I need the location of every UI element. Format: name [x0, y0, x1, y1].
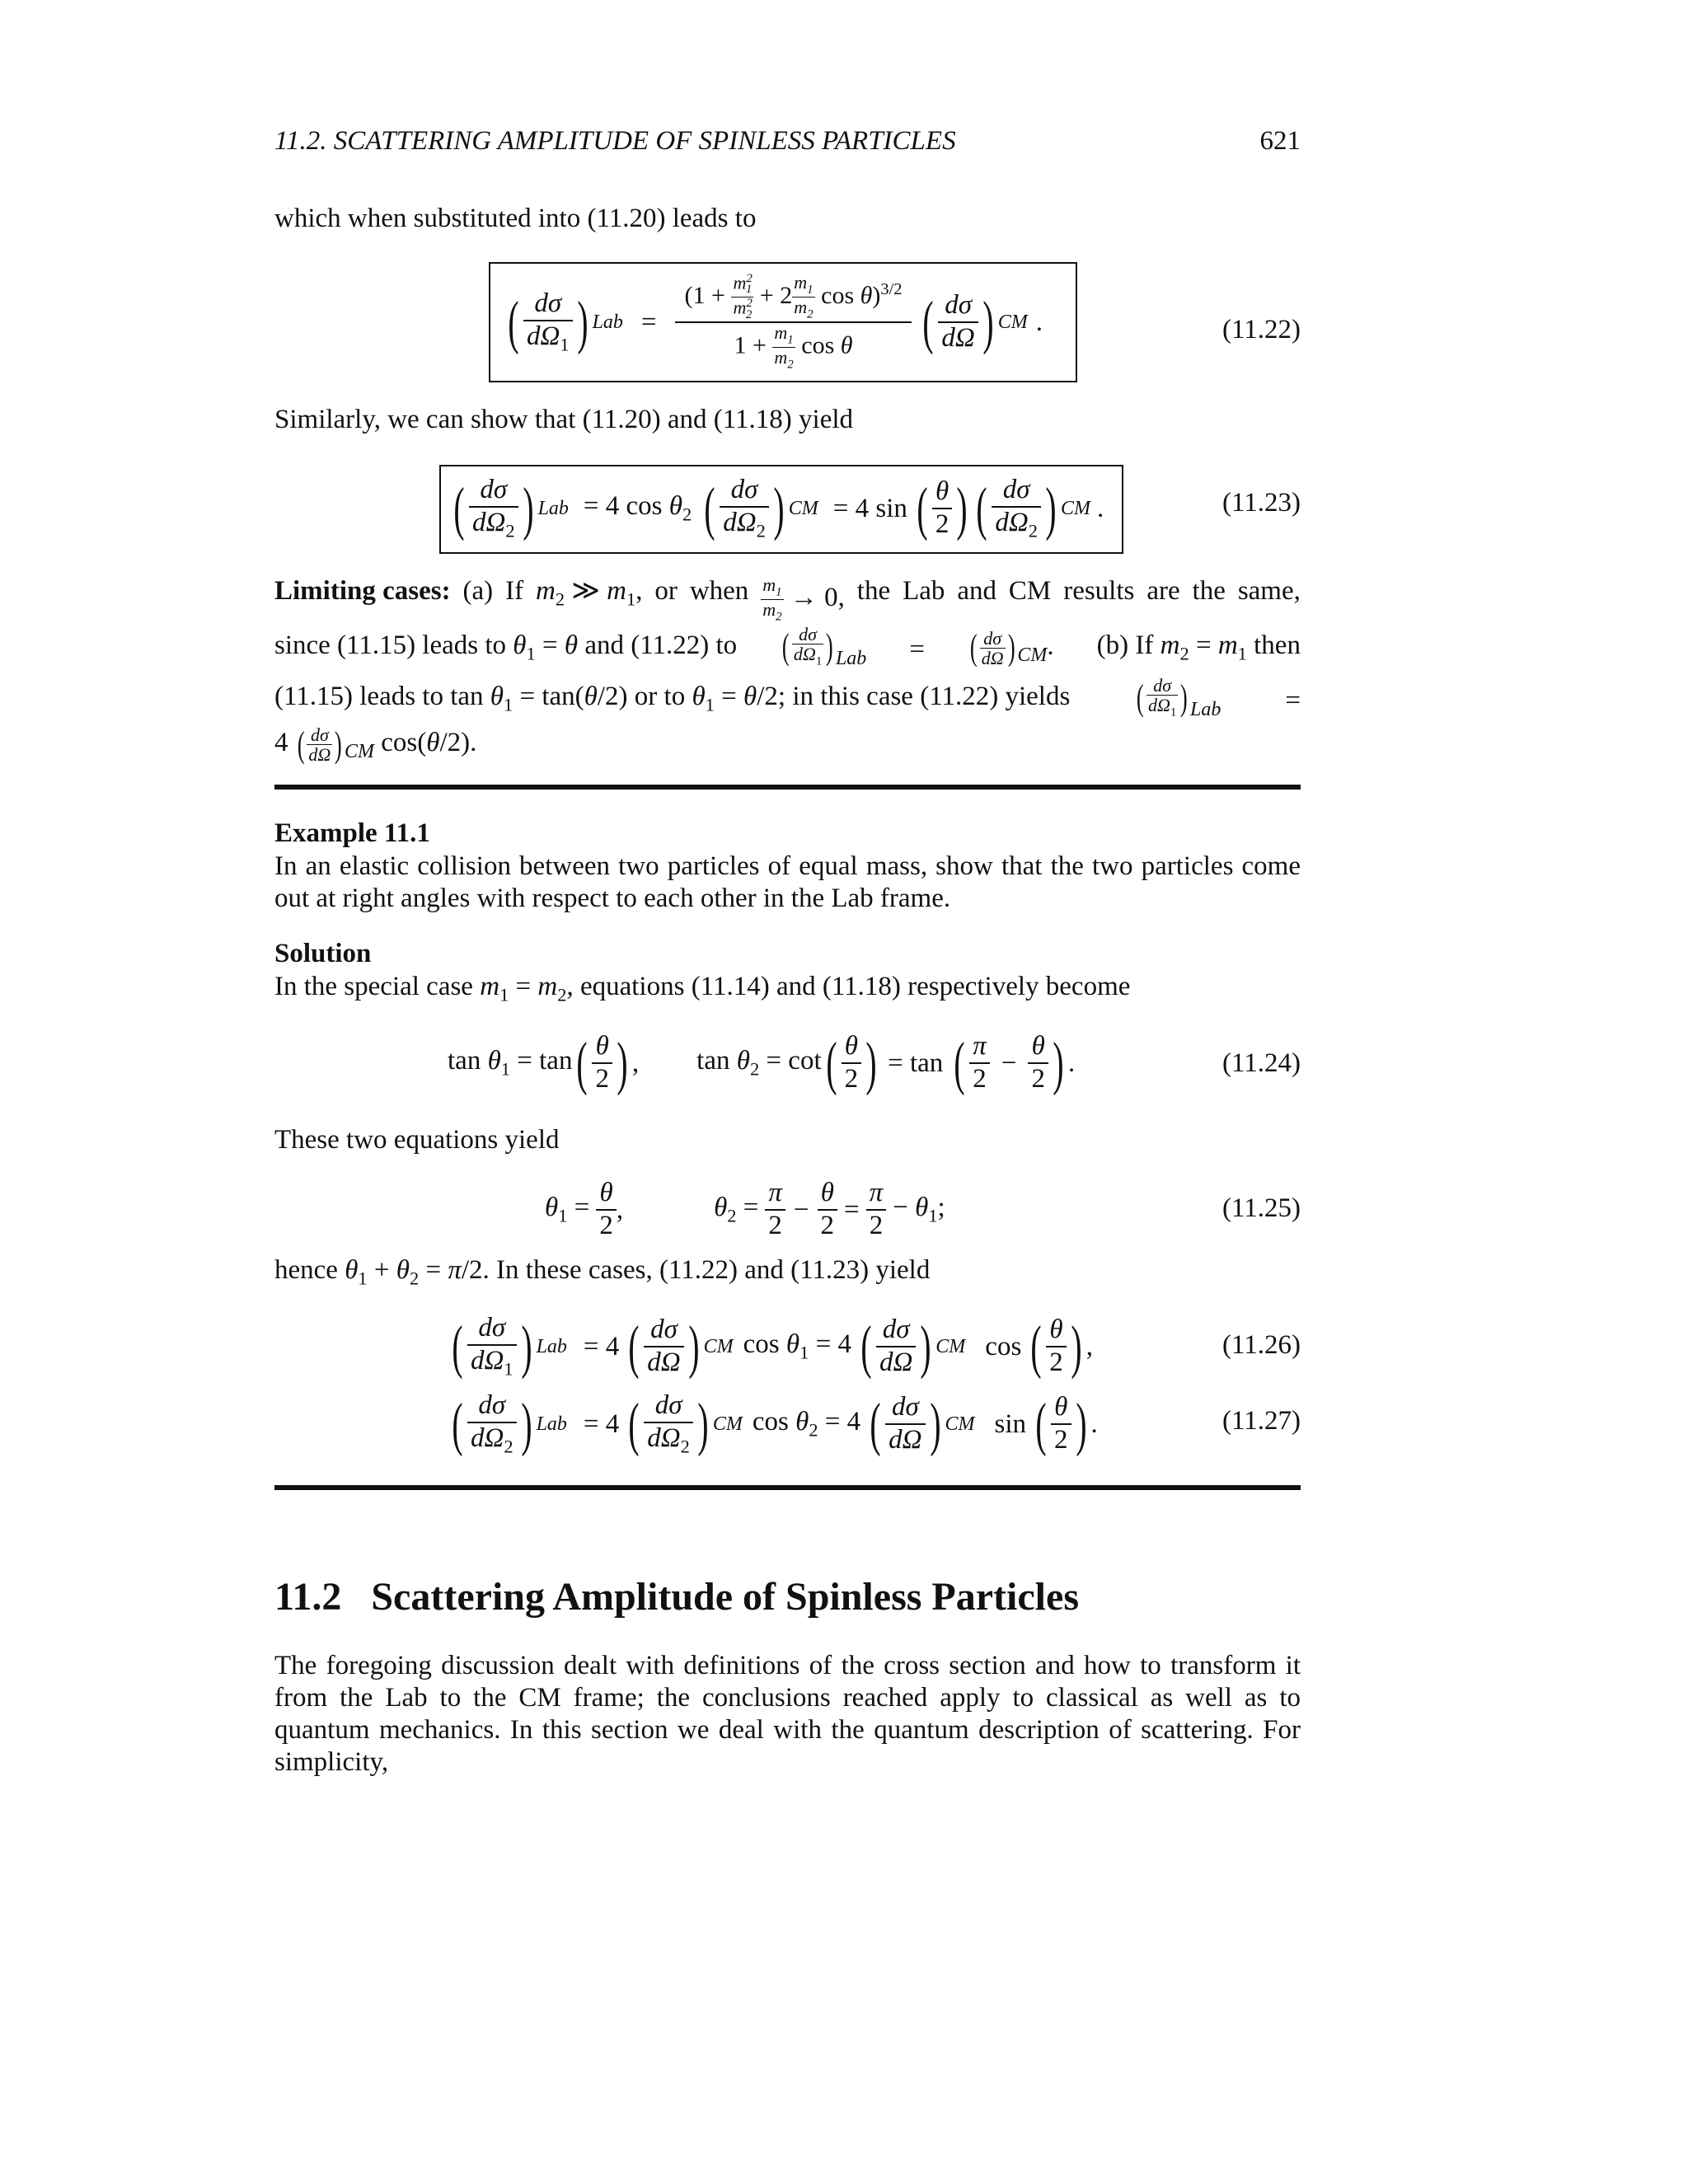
equation-11-24: $\tan \theta_1 = \tan$ ( $\frac{\theta}{2}$ ) , $\tan \theta_2 = \cot$ ( $\frac{\theta}{2}$ ) = tan ( $\frac{\pi}{2}$ − $\frac{\theta}{2}$ ) . [448, 1030, 1076, 1096]
eq-11-22-denominator: 1 + $\frac{m_1}{m_2}$ cos θ [675, 321, 912, 372]
example-title: Example 11.1 [274, 818, 430, 848]
equation-11-22: ( $\frac{d\sigma}{d\Omega_1}$ ) Lab = (1 + $\frac{m^2_1}{m^2_2}$ + 2 $\frac{m_1}{m_2}$ cos θ)$^{3/2}$ 1 + $\frac{m_1}{m_2}$ cos θ ( $\frac{d\sigma}{d\Omega}$ ) CM . [508, 271, 1043, 372]
similarly-line: Similarly, we can show that (11.20) and (11.18) yield [274, 405, 854, 434]
equation-11-25: $\theta_1$ = $\frac{\theta}{2}$ , $\theta_2$ = $\frac{\pi}{2}$ − $\frac{\theta}{2}$ = $\frac{\pi}{2}$ − $\theta_1$; [545, 1178, 945, 1240]
example-bottom-rule [274, 1485, 1301, 1490]
lhs-denominator-sub: 1 [560, 334, 570, 355]
book-page [274, 0, 1301, 2184]
equation-11-23: ( $\frac{d\sigma}{d\Omega_2}$ ) Lab = 4 $\cos \theta_2$ ( $\frac{d\sigma}{d\Omega_2}$ ) CM = 4 sin ( $\frac{\theta}{2}$ ) ( $\frac{d\sigma}{d\Omega_2}$ ) CM . [453, 475, 1104, 541]
hence-line: hence $\theta_1 + \theta_2 = \pi/2$. In these cases, (11.22) and (11.23) yield [274, 1255, 931, 1289]
lhs-numerator: dσ [534, 288, 562, 319]
intro-line: which when substituted into (11.20) leads to [274, 204, 757, 233]
rhs-numerator: dσ [945, 290, 972, 321]
equation-number-11-25: (11.25) [1221, 1193, 1301, 1223]
rhs-subscript: CM [997, 311, 1028, 333]
lhs-denominator: dΩ [526, 321, 560, 352]
equation-number-11-27: (11.27) [1221, 1406, 1301, 1436]
equation-number-11-26: (11.26) [1221, 1330, 1301, 1360]
lhs-subscript: Lab [592, 311, 623, 333]
equation-number-11-24: (11.24) [1221, 1048, 1301, 1078]
section-heading [274, 1574, 1079, 1619]
example-statement: In an elastic collision between two particles of equal mass, show that the two particles come out at right angles with respect to each other in the Lab frame. [274, 851, 1301, 913]
equation-11-27: ( $\frac{d\sigma}{d\Omega_2}$ ) Lab = 4 ( $\frac{d\sigma}{d\Omega_2}$ ) CM $\cos \theta_2 = 4$ ( $\frac{d\sigma}{d\Omega}$ ) CM sin ( $\frac{\theta}{2}$ ) . [452, 1390, 1098, 1457]
yield-line: These two equations yield [274, 1125, 560, 1155]
limiting-line-1: Limiting cases: (a) If $m_2$ ≫ $m_1$, or when $\frac{m_1}{m_2}$ → 0, the Lab and CM results are the same, [274, 574, 1301, 624]
example-top-rule [274, 785, 1301, 790]
limiting-line-2: since (11.15) leads to $\theta_1 = \theta$ and (11.22) to ( $\frac{d\sigma}{d\Omega_1}$ ) $_{Lab}$ = ( $\frac{d\sigma}{d\Omega}$ ) $_{CM}$. (b) If $m_2 = m_1$ then [274, 624, 1301, 670]
page-number: 621 [1259, 126, 1301, 156]
limiting-label: Limiting cases: [274, 576, 451, 606]
limiting-line-3: (11.15) leads to $\tan \theta_1 = \tan(\theta/2)$ or to $\theta_1 = \theta/2$; in this case (11.22) yields ( $\frac{d\sigma}{d\Omega_1}$ ) $_{Lab}$ = [274, 675, 1301, 721]
section-title: Scattering Amplitude of Spinless Particles [371, 1575, 1079, 1619]
eq-11-22-numerator: (1 + $\frac{m^2_1}{m^2_2}$ + 2 $\frac{m_1}{m_2}$ cos θ)$^{3/2}$ [684, 271, 903, 321]
rhs-denominator: dΩ [938, 321, 978, 354]
running-title: 11.2. SCATTERING AMPLITUDE OF SPINLESS PARTICLES [274, 126, 956, 156]
equation-11-26: ( $\frac{d\sigma}{d\Omega_1}$ ) Lab = 4 ( $\frac{d\sigma}{d\Omega}$ ) CM $\cos \theta_1 = 4$ ( $\frac{d\sigma}{d\Omega}$ ) CM cos ( $\frac{\theta}{2}$ ) , [452, 1313, 1094, 1380]
section-paragraph: The foregoing discussion dealt with definitions of the cross section and how to transform it from the Lab to the CM frame; the conclusions reached apply to classical as well as to quantum mechanics. In this section we deal with the quantum description of scattering. For simplicity, [274, 1651, 1301, 1777]
equation-number-11-22: (11.22) [1221, 315, 1301, 344]
solution-label: Solution [274, 939, 372, 968]
equation-number-11-23: (11.23) [1221, 488, 1301, 518]
limiting-line-4: 4 ( $\frac{d\sigma}{d\Omega}$ ) $_{CM}$ cos(θ/2). [274, 724, 477, 766]
section-number: 11.2 [274, 1575, 342, 1619]
solution-intro: In the special case $m_1 = m_2$, equations (11.14) and (11.18) respectively become [274, 972, 1131, 1005]
